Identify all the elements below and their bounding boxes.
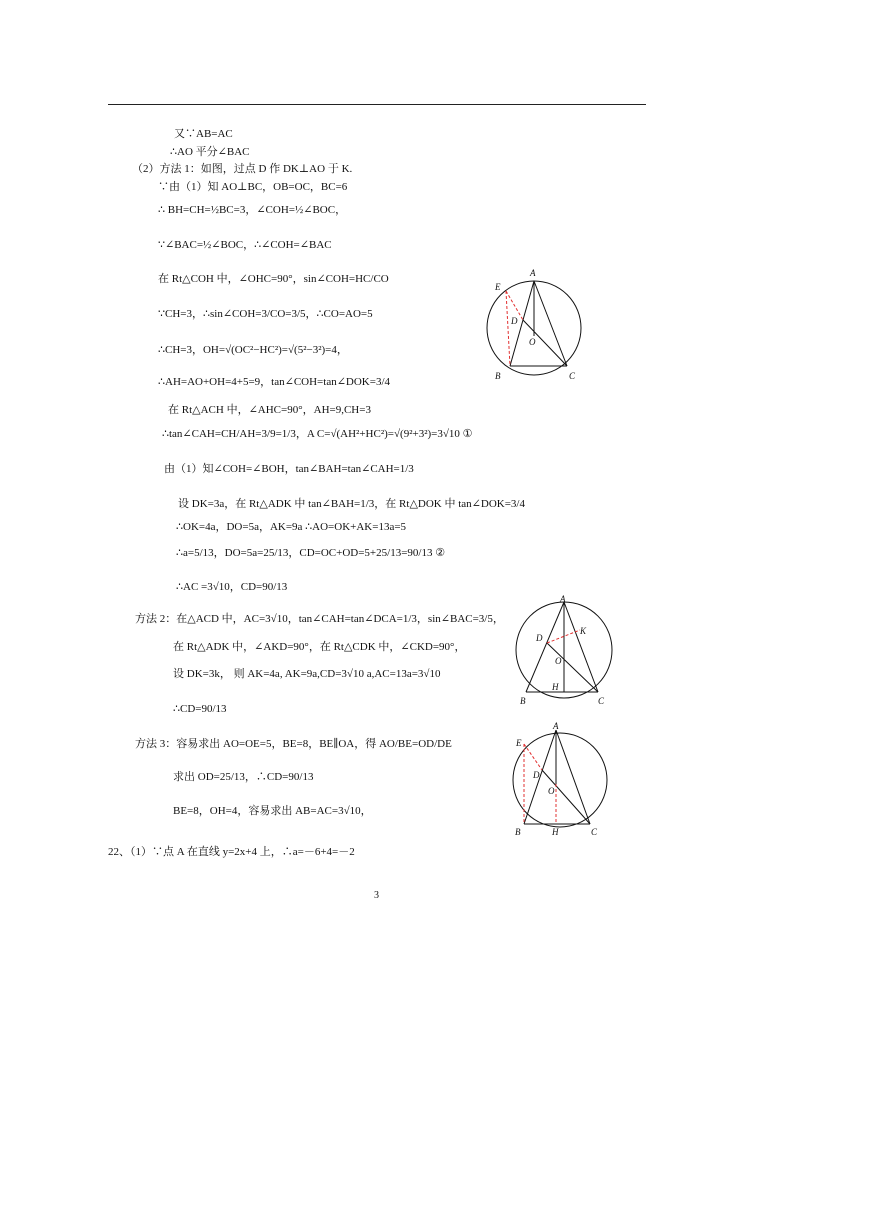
point-label-B: B — [520, 696, 526, 706]
text-line: 在 Rt△ADK 中，∠AKD=90°，在 Rt△CDK 中，∠CKD=90°， — [173, 641, 466, 653]
text-line: ∴OK=4a，DO=5a，AK=9a ∴AO=OK+AK=13a=5 — [176, 521, 407, 533]
point-label-D: D — [536, 633, 543, 643]
text-line: 设 DK=3k， 则 AK=4a, AK=9a,CD=3√10 a,AC=13a=3√10 — [173, 668, 441, 680]
text-line: ∴tan∠CAH=CH/AH=3/9=1/3，A C=√(AH²+HC²)=√(9²+3²)=3√10 ① — [162, 428, 473, 440]
text-line: ∴ BH=CH=½BC=3，∠COH=½∠BOC， — [158, 204, 347, 216]
point-label-D: D — [533, 770, 540, 780]
point-label-A: A — [553, 721, 559, 731]
text-line: ∴a=5/13，DO=5a=25/13，CD=OC+OD=5+25/13=90/13 ② — [176, 547, 446, 559]
text-line: 在 Rt△COH 中，∠OHC=90°，sin∠COH=HC/CO — [158, 273, 389, 285]
text-line: 设 DK=3a，在 Rt△ADK 中 tan∠BAH=1/3，在 Rt△DOK 中 tan∠DOK=3/4 — [178, 498, 525, 510]
text-line: ∴CD=90/13 — [173, 703, 227, 715]
text-line: ∵CH=3，∴sin∠COH=3/CO=3/5，∴CO=AO=5 — [158, 308, 373, 320]
text-line: BE=8，OH=4，容易求出 AB=AC=3√10， — [173, 805, 372, 817]
point-label-H: H — [552, 682, 559, 692]
point-label-C: C — [591, 827, 598, 837]
text-line: 求出 OD=25/13，∴CD=90/13 — [173, 771, 314, 783]
geometry-figure-3 — [506, 718, 616, 842]
point-label-D: D — [511, 316, 518, 326]
header-rule — [108, 104, 646, 105]
point-label-B: B — [515, 827, 521, 837]
point-label-E: E — [516, 738, 522, 748]
point-label-O: O — [529, 337, 536, 347]
point-label-C: C — [569, 371, 576, 381]
text-line: 又∵AB=AC — [174, 128, 233, 140]
page-number: 3 — [374, 890, 379, 901]
point-label-A: A — [530, 268, 536, 278]
point-label-O: O — [555, 656, 562, 666]
point-label-B: B — [495, 371, 501, 381]
text-line: ∴AO 平分∠BAC — [170, 146, 250, 158]
point-label-A: A — [560, 594, 566, 604]
text-line: 22、（1）∵点 A 在直线 y=2x+4 上，∴a=－6+4=－2 — [108, 846, 355, 858]
text-line: ∵∠BAC=½∠BOC，∴∠COH=∠BAC — [158, 239, 332, 251]
text-line: 方法 3：容易求出 AO=OE=5，BE=8，BE∥OA，得 AO/BE=OD/DE — [135, 738, 452, 750]
text-line: ∴CH=3，OH=√(OC²−HC²)=√(5²−3²)=4， — [158, 344, 348, 356]
geometry-figure-1 — [480, 262, 590, 387]
text-line: 在 Rt△ACH 中，∠AHC=90°，AH=9,CH=3 — [168, 404, 371, 416]
text-line: ∴AH=AO+OH=4+5=9，tan∠COH=tan∠DOK=3/4 — [158, 376, 391, 388]
geometry-figure-2 — [510, 594, 620, 712]
point-label-E: E — [495, 282, 501, 292]
text-line: （2）方法 1：如图，过点 D 作 DK⊥AO 于 K. — [132, 163, 353, 175]
point-label-K: K — [580, 626, 587, 636]
point-label-O: O — [548, 786, 555, 796]
point-label-C: C — [598, 696, 605, 706]
text-line: 由（1）知∠COH=∠BOH，tan∠BAH=tan∠CAH=1/3 — [164, 463, 414, 475]
text-line: ∴AC =3√10，CD=90/13 — [176, 581, 288, 593]
text-line: 方法 2：在△ACD 中，AC=3√10，tan∠CAH=tan∠DCA=1/3，sin∠BAC=3/5， — [135, 613, 504, 625]
point-label-H: H — [552, 827, 559, 837]
text-line: ∵由（1）知 AO⊥BC，OB=OC，BC=6 — [158, 181, 348, 193]
